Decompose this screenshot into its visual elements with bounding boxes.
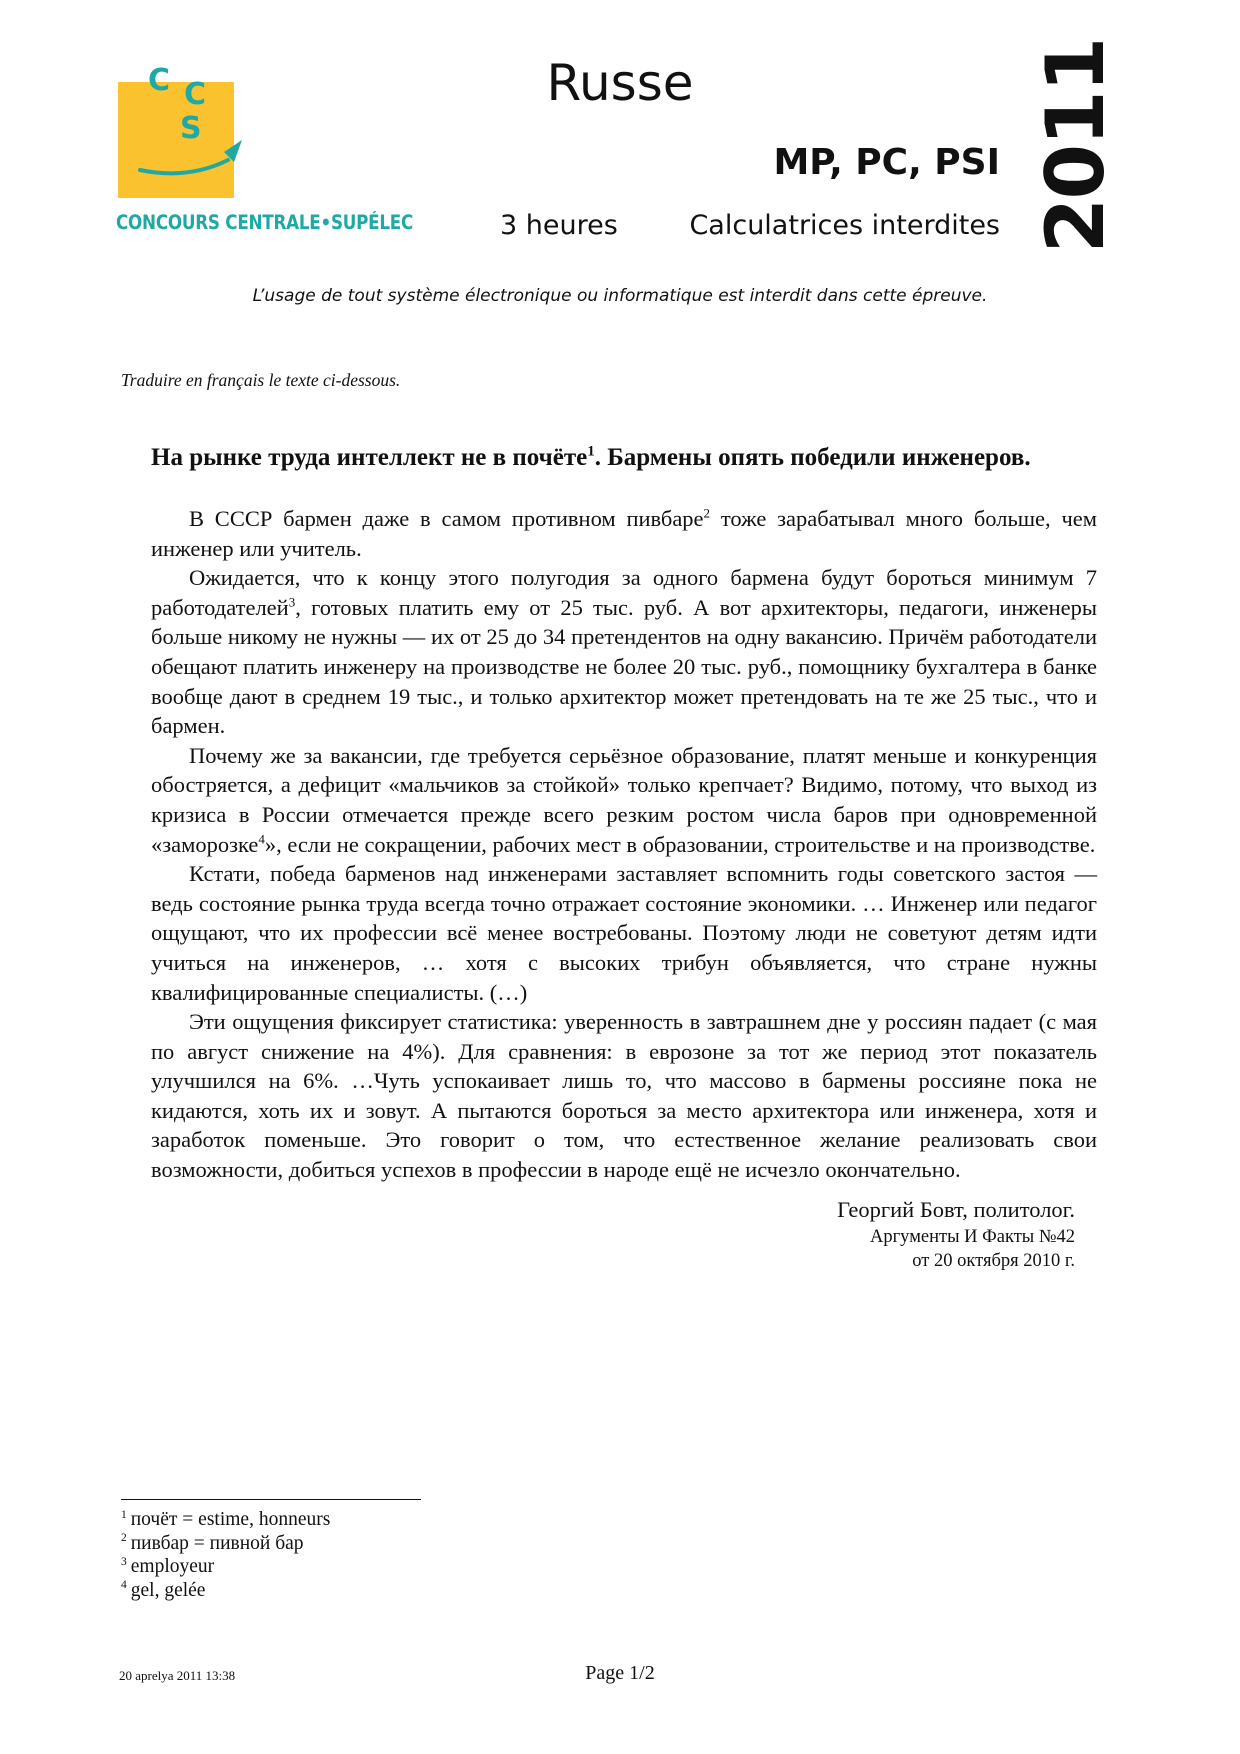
footnote-text: gel, gelée [130, 1579, 206, 1601]
signature [151, 1195, 1075, 1273]
logo-caption: CONCOURS CENTRALE•SUPÉLEC [116, 211, 414, 234]
year-text: 2011 [1029, 38, 1122, 254]
footnote-number: 4 [121, 1579, 127, 1592]
calculators-notice: Calculatrices interdites [689, 210, 1000, 241]
footnote-number: 3 [121, 1555, 127, 1568]
signature-date: от 20 октября 2010 г. [912, 1250, 1075, 1271]
signature-source: Аргументы И Факты №42 [869, 1226, 1075, 1247]
paragraph-text: , готовых платить ему от 25 тыс. руб. А вот архитекторы, педагоги, инженеры больше никому не нужны — их от 25 до 34 претендентов на одну вакансию. Причём работодатели обещают платить инженеру на производстве не более 20 тыс. руб., помощнику бухгалтера в банке вообще дают в среднем 19 тыс., и только архитектор может претендовать на те же 25 тыс., что и бармен. [151, 594, 1097, 739]
footnote-ref: 3 [288, 594, 296, 610]
footnote-divider [121, 1499, 421, 1500]
paragraph-text: Почему же за вакансии, где требуется серьёзное образование, платят меньше и конкуренция обостряется, а дефицит «мальчиков за стойкой» только крепчает? Видимо, потому, что выход из кризиса в России отмечается прежде всего резким ростом числа баров при одновременной «заморозке [151, 742, 1097, 857]
paragraph-text: Ожидается, что к концу этого полугодия за одного бармена будут бороться минимум 7 работодателей [151, 565, 1097, 620]
logo-letter-c2: C [184, 77, 207, 112]
footnote-number: 1 [121, 1508, 127, 1521]
paragraph-text: В СССР бармен даже в самом противном пивбаре [189, 506, 704, 531]
footnote-item [121, 1508, 330, 1532]
article-body [151, 504, 1097, 1185]
instruction: Traduire en français le texte ci-dessous. [121, 370, 401, 390]
paragraph-text: Кстати, победа барменов над инженерами заставляет вспомнить годы советского застоя — ведь состояние рынка труда всегда точно отражает состояние экономики. … Инженер или педагог ощущают, что их профессии всё менее востребованы. Поэтому люди не советуют детям идти учиться на инженеров, … хотя с высоких трибун объявляется, что стране нужны квалифицированные специалисты. (…) [151, 861, 1097, 1005]
footnote-text: employeur [130, 1556, 215, 1578]
footnote-text: пивбар = пивной бар [130, 1532, 304, 1554]
title-text: На рынке труда интеллект не в почёте [151, 444, 588, 471]
footnote-text: почёт = estime, honneurs [130, 1509, 331, 1530]
page-number: Page 1/2 [585, 1662, 655, 1684]
paragraph [151, 1007, 1097, 1185]
paragraph-text: тоже зарабатывал много больше, чем инженер или учитель. [151, 506, 1097, 561]
title-text-end: . Бармены опять победили инженеров. [594, 444, 1031, 471]
streams: MP, PC, PSI [773, 142, 1000, 183]
paragraph [151, 859, 1097, 1007]
footnote-ref: 2 [703, 505, 711, 521]
footnote-item [121, 1579, 330, 1603]
article [151, 440, 1097, 1273]
logo-letter-s: S [180, 111, 202, 146]
title-footnote-ref: 1 [587, 443, 595, 460]
duration: 3 heures [500, 210, 618, 241]
paragraph [151, 563, 1097, 741]
subject-title: Russe [546, 54, 694, 112]
paragraph-text: », если не сокращении, рабочих мест в образовании, строительстве и на производстве. [264, 831, 1096, 857]
paragraph-text: Эти ощущения фиксирует статистика: уверенность в завтрашнем дне у россиян падает (с мая по август снижение на 4%). Для сравнения: в еврозоне за тот же период этот показатель улучшился на 6%. …Чуть успокаивает лишь то, что массово в бармены россияне пока не кидаются, хоть их и зовут. А пытаются бороться за место архитектора или инженера, хотя и заработок поменьше. Это говорит о том, что естественное желание реализовать свои возможности, добиться успехов в профессии в народе ещё не исчезло окончательно. [151, 1009, 1097, 1183]
electronics-notice: L’usage de tout système électronique ou informatique est interdit dans cette épreuve. [252, 286, 988, 306]
footnote-number: 2 [121, 1532, 127, 1545]
paragraph [151, 741, 1097, 859]
paragraph [151, 504, 1097, 563]
signature-author: Георгий Бовт, политолог. [837, 1196, 1075, 1222]
logo-letter-c1: C [148, 63, 171, 98]
article-title [151, 440, 1097, 476]
footnote-item [121, 1555, 330, 1579]
footnote-ref: 4 [258, 831, 265, 847]
footnote-item [121, 1532, 330, 1556]
footnotes [121, 1508, 330, 1602]
print-timestamp: 20 aprelya 2011 13:38 [119, 1668, 236, 1683]
